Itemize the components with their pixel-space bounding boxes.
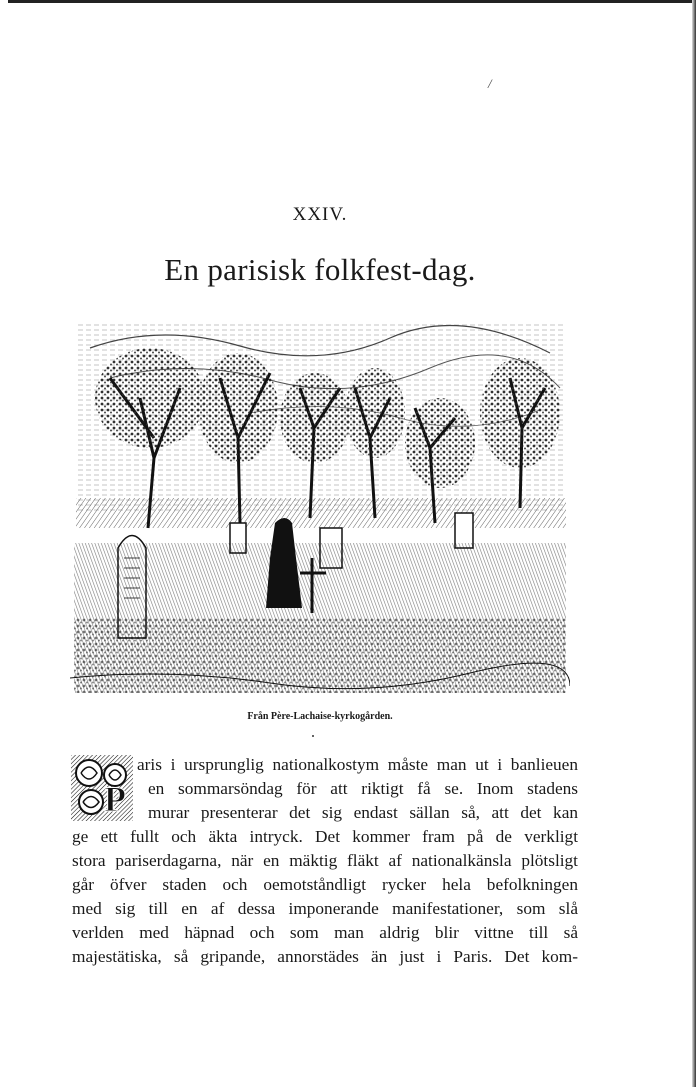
body-line-4: ge ett fullt och äkta intryck. Det kommer fram på de verkligt	[72, 827, 578, 846]
body-line-2: en sommarsöndag för att riktigt få se. Inom stadens	[148, 779, 578, 798]
body-line-5: stora pariserdagarna, när en mäktig fläkt af nationalkänsla plötsligt	[72, 851, 578, 870]
chapter-title: En parisisk folkfest-dag.	[164, 252, 476, 287]
dropcap-ornament	[71, 755, 133, 821]
cemetery-illustration	[70, 318, 570, 700]
dropcap-letter: P	[104, 779, 126, 819]
page-top-edge	[8, 0, 696, 3]
body-line-3: murar presenterar det sig endast sällan så, att det kan	[148, 803, 578, 822]
page-mark: /	[488, 76, 492, 91]
illustration-caption: Från Père-Lachaise-kyrkogården.	[247, 711, 393, 722]
caption-dot	[312, 735, 314, 737]
body-line-9: majestätiska, så gripande, annorstädes än just i Paris. Det kom-	[72, 947, 578, 966]
page-right-edge	[692, 0, 696, 1087]
body-line-8: verlden med häpnad och som man aldrig blir vittne till så	[72, 923, 578, 942]
body-line-1: aris i ursprunglig nationalkostym måste man ut i banlieuen	[137, 755, 578, 774]
body-line-7: med sig till en af dessa imponerande manifestationer, som slå	[72, 899, 578, 918]
body-line-6: går öfver staden och oemotståndligt rycker hela befolkningen	[72, 875, 578, 894]
chapter-number: XXIV.	[292, 204, 348, 225]
